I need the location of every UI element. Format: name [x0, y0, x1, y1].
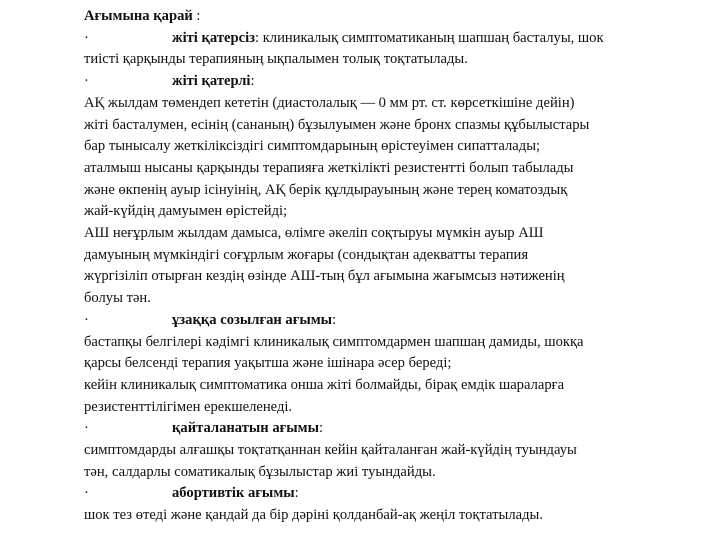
bullet-icon: · — [84, 29, 89, 46]
section-term-suffix: : — [318, 420, 324, 437]
section-term: жіті қатерсіз — [172, 29, 255, 46]
bullet-line — [84, 418, 694, 440]
text-line: жіті басталумен, есінің (сананың) бұзылуымен және бронх спазмы құбылыстары — [84, 116, 590, 133]
section-abortive — [84, 483, 694, 526]
text-line: жай-күйдің дамуымен өрістейді; — [84, 203, 288, 220]
bullet-line — [84, 310, 694, 332]
bullet-icon: · — [84, 485, 89, 502]
section-term-suffix: : клиникалық симптоматиканың шапшаң басталуы, шок — [255, 29, 604, 46]
section-term: ұзаққа созылған ағымы — [172, 311, 333, 328]
text-line: аталмыш нысаны қарқынды терапияға жеткілікті резистентті болып табылады — [84, 159, 574, 176]
section-term: жіті қатерлі — [172, 73, 251, 90]
section-term-suffix: : — [250, 73, 255, 90]
text-line: тиісті қарқынды терапияның ықпалымен толық тоқтатылады. — [84, 51, 468, 68]
text-line: симптомдарды алғашқы тоқтатқаннан кейін қайталанған жай-күйдің туындауы — [84, 442, 577, 459]
bullet-line — [84, 71, 694, 93]
section-acute-benign — [84, 28, 694, 71]
section-term-suffix: : — [294, 485, 299, 502]
bullet-icon: · — [84, 420, 89, 437]
heading-colon: : — [192, 8, 201, 24]
section-protracted — [84, 310, 694, 419]
bullet-line — [84, 483, 694, 505]
bullet-icon: · — [84, 311, 89, 328]
section-acute-malignant — [84, 71, 694, 310]
text-line: шок тез өтеді және қандай да бір дәріні қолданбай-ақ жеңіл тоқтатылады. — [84, 507, 543, 524]
text-line: дамуының мүмкіндігі соғұрлым жоғары (сондықтан адекватты терапия — [84, 246, 529, 263]
text-line: жүргізіліп отырған кездің өзінде АШ-тың бұл ағымына жағымсыз нәтиженің — [84, 268, 565, 285]
section-term-suffix: : — [332, 311, 337, 328]
bullet-line — [84, 28, 694, 50]
section-recurrent — [84, 418, 694, 483]
section-term: қайталанатын ағымы — [172, 420, 319, 437]
section-term: абортивтік ағымы — [172, 485, 295, 502]
heading-line — [84, 6, 694, 28]
text-line: және өкпенің ауыр ісінуінің, АҚ берік құлдырауының және терең коматоздық — [84, 181, 568, 198]
text-line: болуы тән. — [84, 290, 151, 307]
text-line: кейін клиникалық симптоматика онша жіті болмайды, бірақ емдік шараларға — [84, 376, 565, 393]
text-line: бар тынысалу жеткіліксіздігі симптомдарының өрістеуімен сипатталады; — [84, 138, 541, 155]
text-line: қарсы белсенді терапия уақытша және ішінара әсер береді; — [84, 355, 452, 372]
text-line: бастапқы белгілері кәдімгі клиникалық симптомдармен шапшаң дамиды, шокқа — [84, 333, 584, 350]
bullet-icon: · — [84, 73, 89, 90]
heading-label: Ағымына қарай — [84, 8, 193, 24]
text-line: АҚ жылдам төмендеп кететін (диастолалық — 0 мм рт. ст. көрсеткішіне дейін) — [84, 94, 575, 111]
document-body — [84, 6, 694, 527]
text-line: резистенттілігімен ерекшеленеді. — [84, 398, 293, 415]
text-line: тән, салдарлы соматикалық бұзылыстар жиі туындайды. — [84, 463, 436, 480]
text-line: АШ неғұрлым жылдам дамыса, өлімге әкеліп соқтыруы мүмкін ауыр АШ — [84, 225, 544, 242]
